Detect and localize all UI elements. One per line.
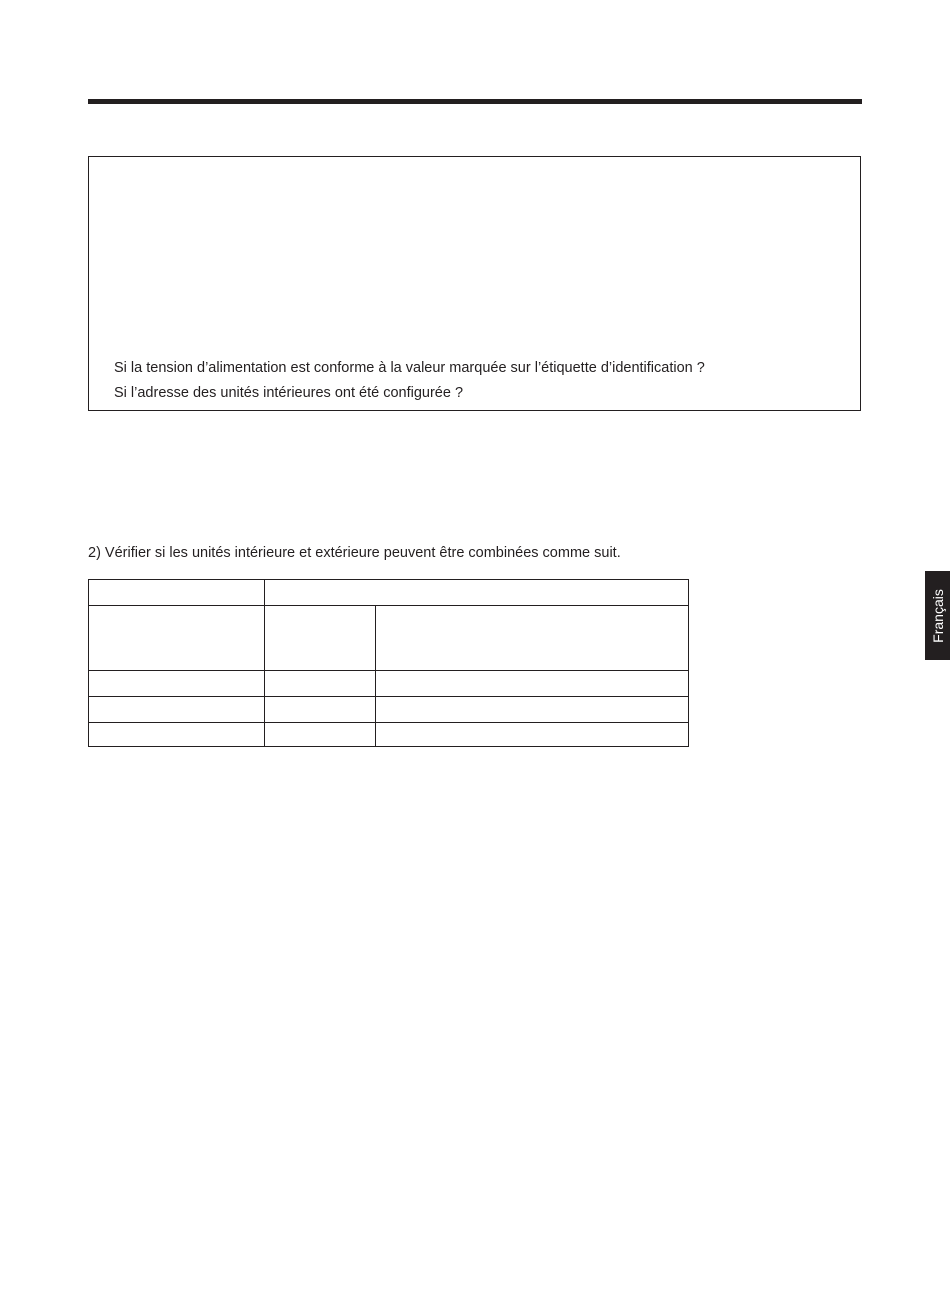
table-column-divider bbox=[375, 605, 376, 746]
table-row-divider bbox=[89, 670, 688, 671]
table-row-divider bbox=[89, 605, 688, 606]
check-item-address: Si l’adresse des unités intérieures ont été configurée ? bbox=[114, 385, 464, 401]
step-2-instruction: 2) Vérifier si les unités intérieure et extérieure peuvent être combinées comme suit. bbox=[88, 545, 621, 561]
check-item-voltage: Si la tension d’alimentation est conforme à la valeur marquée sur l’étiquette d’identification ? bbox=[114, 360, 705, 376]
verification-box bbox=[88, 156, 861, 411]
header-rule bbox=[88, 99, 862, 104]
language-tab-label: Français bbox=[929, 588, 946, 643]
combination-table bbox=[88, 579, 689, 747]
table-row-divider bbox=[89, 722, 688, 723]
table-column-divider bbox=[264, 580, 265, 746]
table-row-divider bbox=[89, 696, 688, 697]
language-tab bbox=[925, 571, 950, 660]
